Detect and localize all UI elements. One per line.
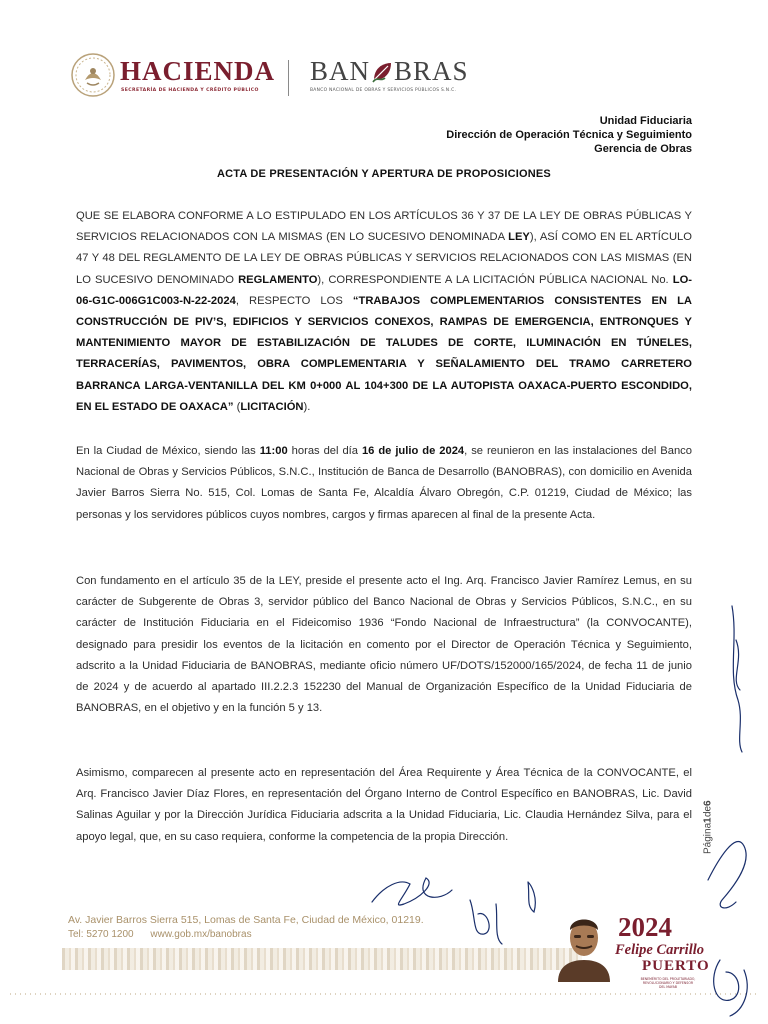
paragraph-attendees: Asimismo, comparecen al presente acto en representación del Área Requirente y Área Técnica de la CONVOCANTE, el Arq. Francisco Javier Díaz Flores, en representación del Órgano Interno de Control Específico en BANOBRAS, Lic. David Salinas Aguilar y por la Dirección Jurídica Fiduciaria adscrita a la Unidad Fiduciaria, Lic. Claudia Hernández Silva, para el apoyo legal, que, en su caso requiera, conforme la competencia de la propia Dirección.	[76, 767, 692, 843]
mexico-coat-of-arms-icon	[70, 52, 116, 98]
text: En la Ciudad de México, siendo las	[76, 445, 260, 457]
page-label: Página	[702, 822, 714, 854]
project-description: “TRABAJOS COMPLEMENTARIOS CONSISTENTES EN LA CONSTRUCCIÓN DE PIV’S, EDIFICIOS Y SERVICIOS CONEXOS, RAMPAS DE EMERGENCIA, ENTRONQUES Y MANTENIMIENTO MAYOR DE ESTABILIZACIÓN DE TALUDES DE CORTE, ILUMINACIÓN EN TÚNELES, TERRACERÍAS, PAVIMENTOS, OBRA COMPLEMENTARIA Y SEÑALAMIENTO DEL TRAMO CARRETERO BARRANCA LARGA-VENTANILLA DEL KM 0+000 AL 104+300 DE LA AUTOPISTA OAXACA-PUERTO ESCONDIDO, EN EL ESTADO DE OAXACA”	[76, 294, 692, 413]
hacienda-logo-text: HACIENDA	[120, 56, 276, 86]
text: horas del día	[287, 445, 362, 457]
signature-center	[470, 900, 502, 944]
commemorative-year: 2024	[618, 912, 672, 942]
commemorative-motto: BENEMÉRITO DEL PROLETARIADO, REVOLUCIONARIO Y DEFENSOR DEL MAYAB	[640, 977, 696, 989]
bold-term: LEY	[508, 231, 530, 244]
text: ), ASÍ COMO EN EL ARTÍCULO 47 Y 48 DEL REGLAMENTO DE LA LEY DE OBRAS PÚBLICAS Y SERVICIOS RELACIONADOS CON LAS MISMAS (EN LO SUCESIVO DENOMINADO	[76, 231, 692, 286]
meeting-time: 11:00	[259, 445, 288, 457]
management-name: Gerencia de Obras	[594, 143, 692, 155]
signature-right-margin-bottom	[714, 960, 748, 1016]
banobras-logo	[310, 56, 469, 87]
page-indicator	[700, 792, 716, 862]
footer-decorative-band	[62, 948, 582, 970]
bold-term: LICITACIÓN	[240, 400, 304, 413]
banobras-leaf-icon	[371, 60, 393, 84]
paragraph-presiding-official: Con fundamento en el artículo 35 de la LEY, preside el presente acto el Ing. Arq. Francisco Javier Ramírez Lemus, en su carácter de Subgerente de Obras 3, servidor público del Banco Nacional de Obras y Servicios Públicos, S.N.C., en su carácter de Institución Fiduciaria en el Fideicomiso 1936 “Fondo Nacional de Infraestructura” (la CONVOCANTE), designado para presidir los eventos de la licitación en comento por el Director de Operación Técnica y Seguimiento, adscrito a la Unidad Fiduciaria de BANOBRAS, mediante oficio número UF/DOTS/152000/165/2024, de fecha 11 de junio de 2024 y de acuerdo al apartado III.2.2.3 152230 del Manual de Organización Específico de la Unidad Fiduciaria de BANOBRAS, en el objetivo y en la función 5 y 13.	[76, 575, 692, 715]
page-total: 6	[702, 800, 714, 806]
meeting-date: 16 de julio de 2024	[361, 445, 465, 457]
page-of-label: de	[702, 805, 714, 817]
document-title: ACTA DE PRESENTACIÓN Y APERTURA DE PROPOSICIONES	[217, 168, 551, 180]
footer-address: Av. Javier Barros Sierra 515, Lomas de Santa Fe, Ciudad de México, 01219.	[68, 914, 424, 926]
text: ), CORRESPONDIENTE A LA LICITACIÓN PÚBLICA NACIONAL No.	[317, 273, 673, 286]
header-divider	[288, 60, 289, 96]
text: (	[233, 400, 241, 413]
commemorative-surname: PUERTO	[642, 958, 710, 974]
banobras-logo-text-right: BRAS	[394, 56, 469, 86]
text: ).	[303, 400, 311, 413]
footer-dotted-line	[0, 992, 768, 996]
direction-name: Dirección de Operación Técnica y Seguimiento	[446, 129, 692, 141]
text: QUE SE ELABORA CONFORME A LO ESTIPULADO EN LOS ARTÍCULOS 36 Y 37 DE LA LEY DE OBRAS PÚBLICAS Y SERVICIOS RELACIONADOS CON LA MISMAS (EN LO SUCESIVO DENOMINADA	[76, 210, 692, 244]
tender-number: LO-06-G1C-006G1C003-N-22-2024	[76, 273, 692, 307]
signature-center-left	[372, 878, 452, 905]
bold-term: REGLAMENTO	[238, 273, 318, 286]
page-current: 1	[702, 817, 714, 823]
footer-website: www.gob.mx/banobras	[150, 929, 252, 940]
signature-initial	[528, 882, 535, 912]
text: , RESPECTO LOS	[235, 294, 353, 307]
paragraph-meeting-details	[76, 441, 692, 526]
hacienda-subtitle: SECRETARÍA DE HACIENDA Y CRÉDITO PÚBLICO	[121, 88, 259, 93]
paragraph-preamble	[76, 206, 692, 418]
unit-block	[446, 114, 692, 156]
banobras-subtitle: BANCO NACIONAL DE OBRAS Y SERVICIOS PÚBLICOS S.N.C.	[310, 88, 457, 93]
text: , se reunieron en las instalaciones del Banco Nacional de Obras y Servicios Públicos, S.N.C., Institución de Banca de Desarrollo (BANOBRAS), con domicilio en Avenida Javier Barros Sierra No. 515, Col. Lomas de Santa Fe, Alcaldía Álvaro Obregón, C.P. 01219, Ciudad de México; las personas y los servidores públicos cuyos nombres, cargos y firmas aparecen al final de la presente Acta.	[76, 445, 692, 521]
commemorative-name: Felipe Carrillo	[615, 942, 705, 958]
felipe-carrillo-portrait-icon	[552, 908, 616, 982]
footer-phone: Tel: 5270 1200	[68, 929, 134, 940]
signature-right-margin-top	[732, 606, 742, 752]
unit-name: Unidad Fiduciaria	[599, 115, 692, 127]
banobras-logo-text-left: BAN	[310, 56, 371, 86]
footer-contact	[68, 929, 266, 940]
